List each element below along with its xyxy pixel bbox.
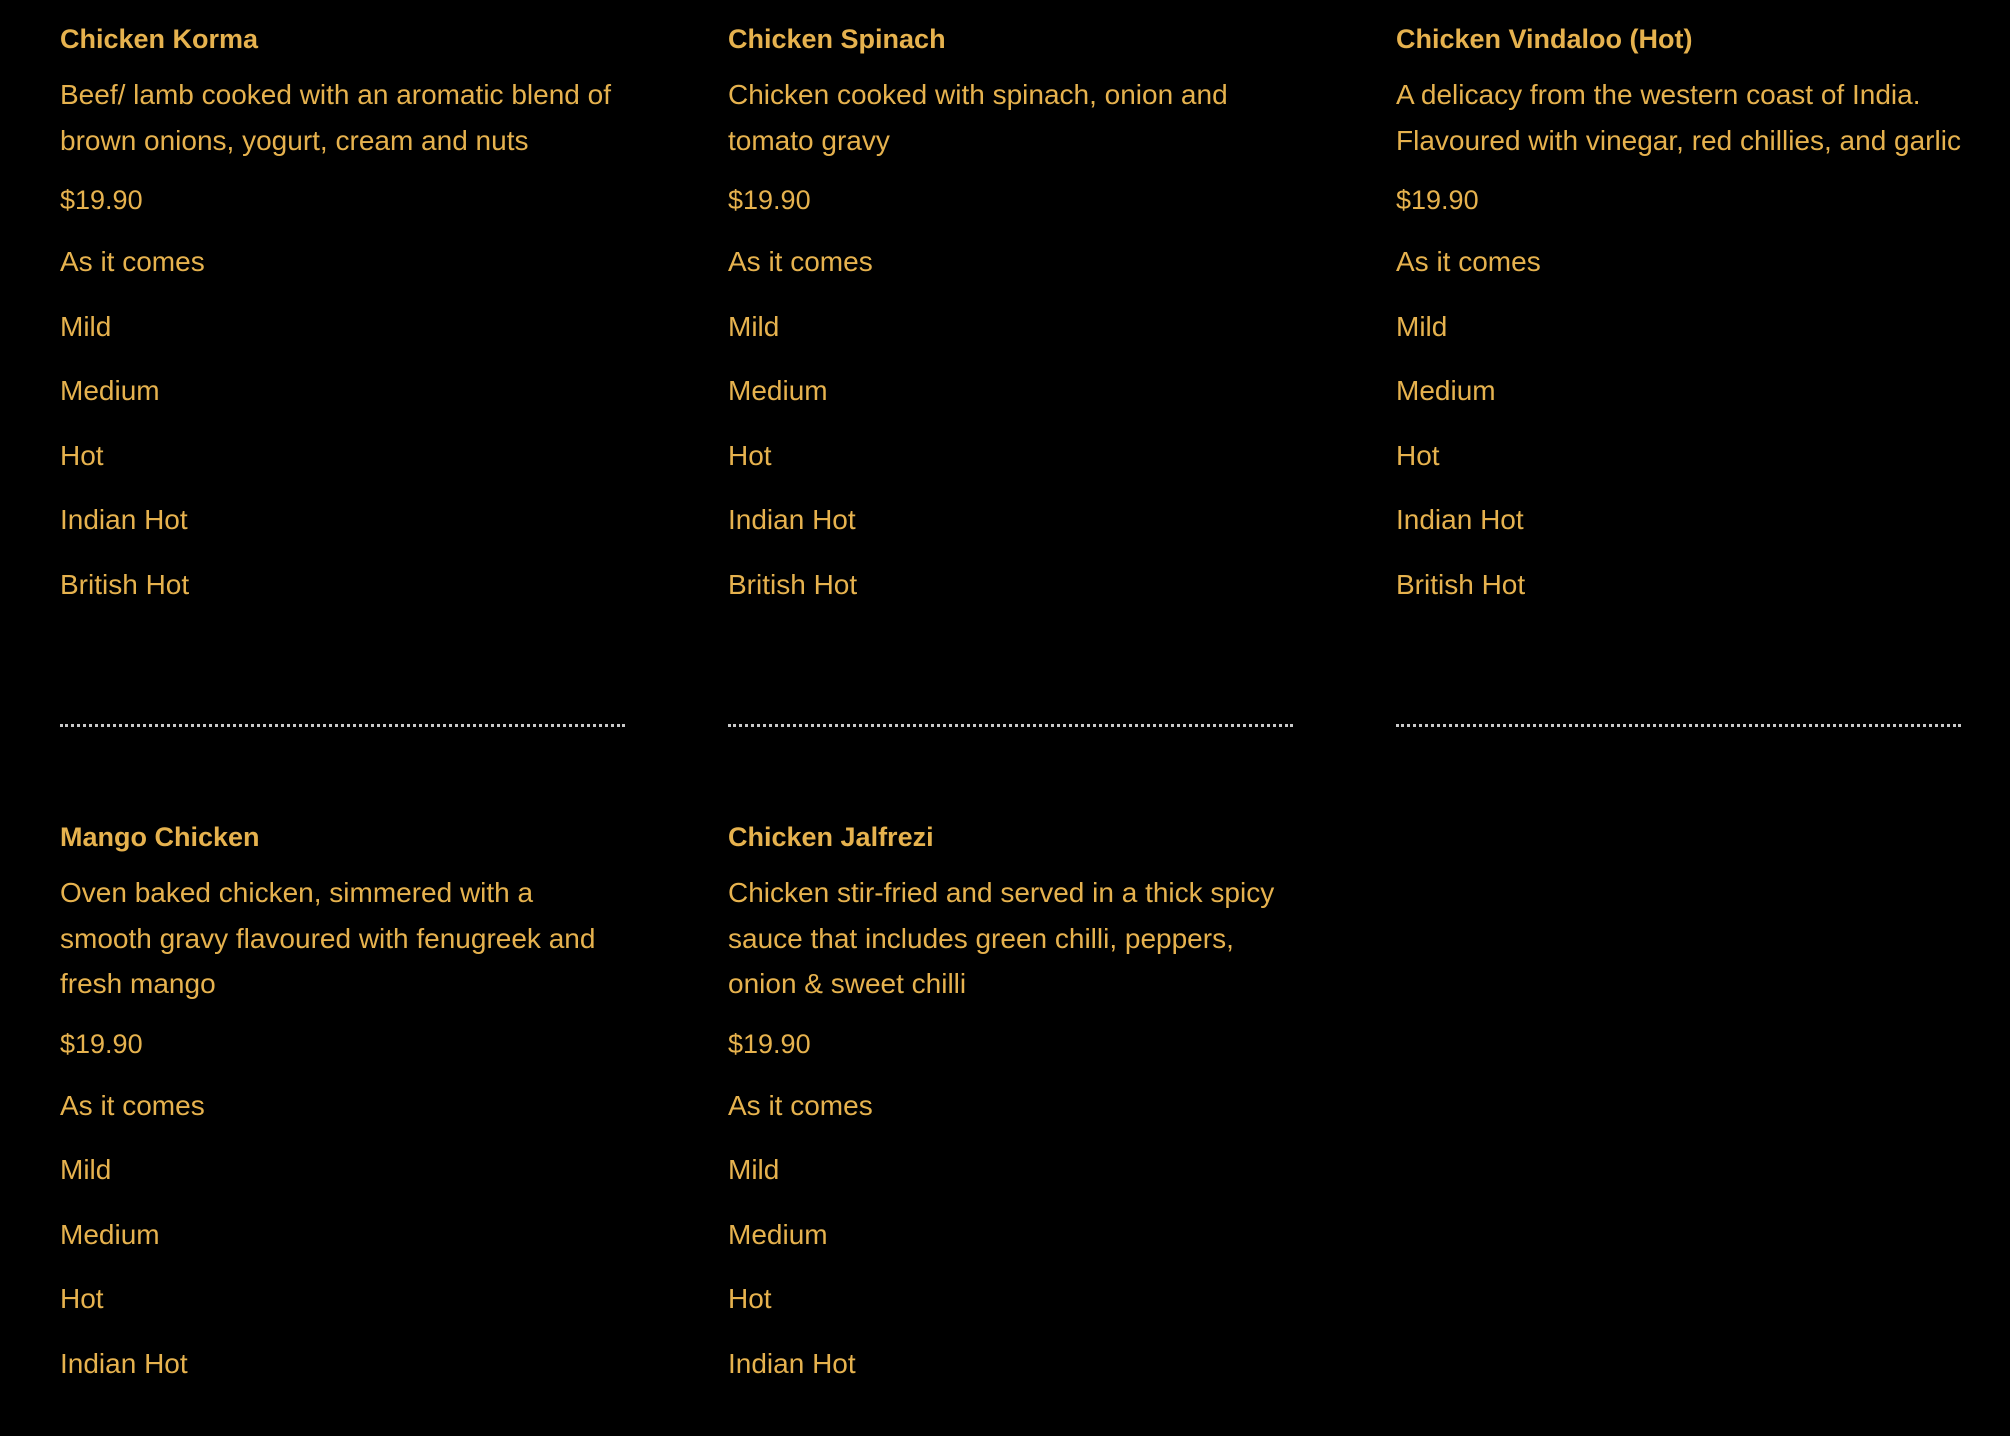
- spice-option-british-hot[interactable]: British Hot: [728, 568, 858, 600]
- spice-option-indian-hot[interactable]: Indian Hot: [60, 1347, 188, 1379]
- spice-option-medium[interactable]: Medium: [60, 375, 160, 406]
- menu-card-mango-chicken: [60, 810, 630, 1413]
- dish-description: Chicken stir-fried and served in a thick spicy sauce that includes green chilli, peppers, onion & sweet chilli: [728, 877, 1275, 999]
- divider: [60, 724, 625, 727]
- dish-price: $19.90: [728, 185, 811, 215]
- spice-option-british-hot[interactable]: British Hot: [60, 568, 190, 600]
- spice-option-as-it-comes[interactable]: As it comes: [728, 246, 873, 277]
- spice-level-list: [60, 247, 630, 600]
- menu-card-chicken-korma: [60, 12, 630, 634]
- spice-level-list: [1396, 247, 1966, 600]
- spice-option-mild[interactable]: Mild: [60, 1154, 112, 1185]
- spice-option-medium[interactable]: Medium: [60, 1218, 160, 1250]
- spice-option-hot[interactable]: Hot: [60, 1283, 104, 1314]
- spice-level-list: [728, 1091, 1298, 1379]
- dish-description: A delicacy from the western coast of India. Flavoured with vinegar, red chillies, and garlic: [1396, 79, 1961, 156]
- spice-level-list: [728, 247, 1298, 600]
- spice-option-as-it-comes[interactable]: As it comes: [1396, 246, 1541, 277]
- spice-option-indian-hot[interactable]: Indian Hot: [60, 504, 188, 535]
- dish-title[interactable]: Chicken Vindaloo (Hot): [1396, 24, 1693, 54]
- spice-option-as-it-comes[interactable]: As it comes: [60, 246, 205, 277]
- spice-option-mild[interactable]: Mild: [1396, 310, 1448, 342]
- spice-option-medium[interactable]: Medium: [728, 375, 828, 406]
- spice-option-hot[interactable]: Hot: [728, 439, 772, 471]
- menu-card-chicken-jalfrezi: [728, 810, 1298, 1413]
- spice-option-as-it-comes[interactable]: As it comes: [60, 1089, 205, 1121]
- divider: [728, 724, 1293, 727]
- dish-price: $19.90: [60, 185, 143, 215]
- spice-option-medium[interactable]: Medium: [1396, 375, 1496, 406]
- spice-option-indian-hot[interactable]: Indian Hot: [728, 1347, 856, 1379]
- spice-option-hot[interactable]: Hot: [1396, 439, 1440, 471]
- spice-option-as-it-comes[interactable]: As it comes: [728, 1089, 873, 1121]
- divider: [1396, 724, 1961, 727]
- spice-option-hot[interactable]: Hot: [728, 1283, 772, 1314]
- dish-description: Oven baked chicken, simmered with a smooth gravy flavoured with fenugreek and fresh mango: [60, 877, 596, 999]
- dish-title[interactable]: Chicken Spinach: [728, 24, 946, 54]
- dish-price: $19.90: [60, 1028, 143, 1059]
- dish-title[interactable]: Chicken Jalfrezi: [728, 822, 934, 852]
- menu-card-chicken-spinach: [728, 12, 1298, 634]
- dish-description: Chicken cooked with spinach, onion and tomato gravy: [728, 79, 1228, 156]
- spice-option-hot[interactable]: Hot: [60, 439, 104, 471]
- spice-option-indian-hot[interactable]: Indian Hot: [728, 504, 856, 535]
- spice-level-list: [60, 1091, 630, 1379]
- spice-option-british-hot[interactable]: British Hot: [1396, 568, 1526, 600]
- menu-card-chicken-vindaloo: [1396, 12, 1966, 634]
- dish-price: $19.90: [1396, 185, 1479, 215]
- spice-option-medium[interactable]: Medium: [728, 1218, 828, 1250]
- spice-option-mild[interactable]: Mild: [60, 310, 112, 342]
- dish-price: $19.90: [728, 1028, 811, 1059]
- dish-title[interactable]: Mango Chicken: [60, 822, 260, 852]
- dish-description: Beef/ lamb cooked with an aromatic blend of brown onions, yogurt, cream and nuts: [60, 79, 611, 156]
- spice-option-mild[interactable]: Mild: [728, 1154, 780, 1185]
- spice-option-mild[interactable]: Mild: [728, 310, 780, 342]
- dish-title[interactable]: Chicken Korma: [60, 24, 259, 54]
- spice-option-indian-hot[interactable]: Indian Hot: [1396, 504, 1524, 535]
